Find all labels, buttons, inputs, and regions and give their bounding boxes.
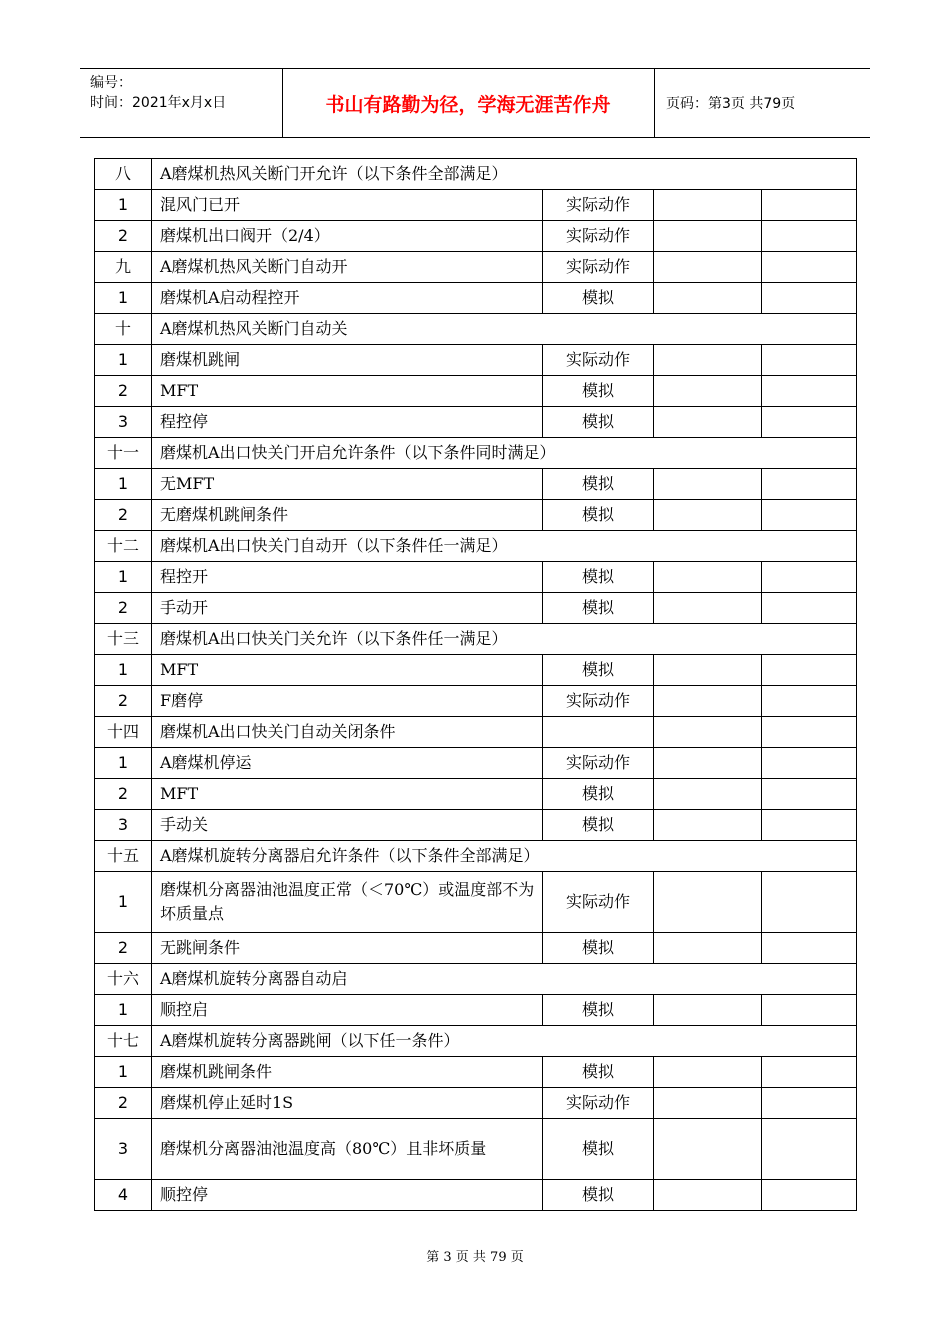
row-condition: A磨煤机旋转分离器自动启: [152, 964, 857, 995]
row-number: 十三: [95, 624, 152, 655]
row-number: 1: [95, 562, 152, 593]
table-row: [95, 748, 857, 779]
blank-cell: [654, 779, 762, 810]
section-row: [95, 314, 857, 345]
blank-cell: [762, 407, 857, 438]
section-row: [95, 841, 857, 872]
table-row: [95, 345, 857, 376]
blank-cell: [762, 469, 857, 500]
blank-cell: [654, 221, 762, 252]
row-number: 3: [95, 810, 152, 841]
row-number: 十四: [95, 717, 152, 748]
blank-cell: [762, 995, 857, 1026]
table-row: [95, 500, 857, 531]
table-row: [95, 779, 857, 810]
row-number: 2: [95, 933, 152, 964]
row-type: 模拟: [543, 1119, 654, 1180]
row-number: 2: [95, 593, 152, 624]
row-number: 2: [95, 1088, 152, 1119]
blank-cell: [654, 407, 762, 438]
blank-cell: [654, 1119, 762, 1180]
row-number: 1: [95, 283, 152, 314]
table-row: [95, 469, 857, 500]
blank-cell: [762, 1180, 857, 1211]
row-condition: F磨停: [152, 686, 543, 717]
blank-cell: [762, 779, 857, 810]
table-row: [95, 995, 857, 1026]
row-condition: 磨煤机跳闸条件: [152, 1057, 543, 1088]
row-number: 2: [95, 779, 152, 810]
blank-cell: [762, 221, 857, 252]
table-row: [95, 810, 857, 841]
row-condition: 顺控启: [152, 995, 543, 1026]
blank-cell: [654, 872, 762, 933]
row-condition: A磨煤机停运: [152, 748, 543, 779]
row-condition: 无磨煤机跳闸条件: [152, 500, 543, 531]
row-number: 十: [95, 314, 152, 345]
row-type: 模拟: [543, 407, 654, 438]
blank-cell: [762, 376, 857, 407]
blank-cell: [762, 655, 857, 686]
row-condition: 无跳闸条件: [152, 933, 543, 964]
row-number: 1: [95, 1057, 152, 1088]
row-condition: 磨煤机A出口快关门自动开（以下条件任一满足）: [152, 531, 857, 562]
blank-cell: [762, 717, 857, 748]
blank-cell: [654, 252, 762, 283]
table-row: [95, 407, 857, 438]
row-number: 2: [95, 500, 152, 531]
row-number: 2: [95, 686, 152, 717]
blank-cell: [654, 686, 762, 717]
table-row: [95, 562, 857, 593]
row-condition: 磨煤机分离器油池温度正常（＜70℃）或温度部不为坏质量点: [152, 872, 543, 933]
row-number: 3: [95, 1119, 152, 1180]
blank-cell: [654, 655, 762, 686]
blank-cell: [654, 995, 762, 1026]
row-condition: 顺控停: [152, 1180, 543, 1211]
table-row: [95, 221, 857, 252]
row-type: 模拟: [543, 283, 654, 314]
blank-cell: [762, 190, 857, 221]
table-row: [95, 717, 857, 748]
row-type: 模拟: [543, 779, 654, 810]
page-header: [80, 68, 870, 138]
row-type: 实际动作: [543, 1088, 654, 1119]
table-row: [95, 252, 857, 283]
table-row: [95, 283, 857, 314]
page-footer: 第 3 页 共 79 页: [426, 1250, 524, 1265]
row-condition: A磨煤机热风关断门自动开: [152, 252, 543, 283]
row-number: 十一: [95, 438, 152, 469]
row-condition: MFT: [152, 376, 543, 407]
row-type: 模拟: [543, 933, 654, 964]
header-motto: 书山有路勤为径，学海无涯苦作舟: [325, 93, 611, 116]
row-number: 九: [95, 252, 152, 283]
blank-cell: [762, 500, 857, 531]
row-number: 2: [95, 221, 152, 252]
row-condition: 磨煤机A出口快关门开启允许条件（以下条件同时满足）: [152, 438, 857, 469]
blank-cell: [654, 717, 762, 748]
table-row: [95, 1180, 857, 1211]
blank-cell: [654, 469, 762, 500]
blank-cell: [654, 190, 762, 221]
blank-cell: [762, 1119, 857, 1180]
row-number: 1: [95, 345, 152, 376]
time-label: 时间：2021年x月x日: [90, 95, 227, 111]
row-condition: A磨煤机旋转分离器启允许条件（以下条件全部满足）: [152, 841, 857, 872]
blank-cell: [762, 810, 857, 841]
row-number: 1: [95, 748, 152, 779]
blank-cell: [762, 593, 857, 624]
section-row: [95, 624, 857, 655]
header-page-info: 页码：第3页 共79页: [666, 96, 796, 112]
blank-cell: [654, 810, 762, 841]
row-condition: 磨煤机A出口快关门自动关闭条件: [152, 717, 543, 748]
row-type: [543, 717, 654, 748]
conditions-table: [94, 158, 857, 1211]
blank-cell: [762, 1057, 857, 1088]
row-number: 4: [95, 1180, 152, 1211]
blank-cell: [762, 872, 857, 933]
row-type: 实际动作: [543, 345, 654, 376]
blank-cell: [762, 1088, 857, 1119]
row-condition: 无MFT: [152, 469, 543, 500]
blank-cell: [654, 562, 762, 593]
row-condition: 混风门已开: [152, 190, 543, 221]
row-condition: 磨煤机跳闸: [152, 345, 543, 376]
row-condition: 磨煤机停止延时1S: [152, 1088, 543, 1119]
blank-cell: [762, 283, 857, 314]
row-condition: 磨煤机分离器油池温度高（80℃）且非坏质量: [152, 1119, 543, 1180]
blank-cell: [654, 933, 762, 964]
row-number: 十五: [95, 841, 152, 872]
blank-cell: [762, 252, 857, 283]
row-condition: A磨煤机热风关断门开允许（以下条件全部满足）: [152, 159, 857, 190]
section-row: [95, 159, 857, 190]
row-number: 1: [95, 872, 152, 933]
row-condition: MFT: [152, 655, 543, 686]
blank-cell: [654, 283, 762, 314]
row-type: 模拟: [543, 593, 654, 624]
row-condition: 程控开: [152, 562, 543, 593]
blank-cell: [654, 593, 762, 624]
section-row: [95, 964, 857, 995]
row-condition: MFT: [152, 779, 543, 810]
row-number: 八: [95, 159, 152, 190]
row-condition: 程控停: [152, 407, 543, 438]
blank-cell: [654, 500, 762, 531]
header-divider: [654, 69, 655, 137]
row-type: 实际动作: [543, 686, 654, 717]
blank-cell: [762, 748, 857, 779]
row-condition: A磨煤机热风关断门自动关: [152, 314, 857, 345]
blank-cell: [654, 1180, 762, 1211]
table-row: [95, 933, 857, 964]
row-number: 十七: [95, 1026, 152, 1057]
row-type: 模拟: [543, 469, 654, 500]
row-number: 1: [95, 655, 152, 686]
code-label: 编号：: [90, 75, 132, 91]
blank-cell: [654, 1088, 762, 1119]
row-condition: A磨煤机旋转分离器跳闸（以下任一条件）: [152, 1026, 857, 1057]
section-row: [95, 1026, 857, 1057]
blank-cell: [654, 1057, 762, 1088]
row-type: 实际动作: [543, 252, 654, 283]
row-type: 模拟: [543, 995, 654, 1026]
header-meta: [90, 73, 226, 113]
row-type: 实际动作: [543, 748, 654, 779]
row-number: 2: [95, 376, 152, 407]
row-condition: 磨煤机出口阀开（2/4）: [152, 221, 543, 252]
blank-cell: [762, 562, 857, 593]
row-type: 模拟: [543, 810, 654, 841]
row-number: 3: [95, 407, 152, 438]
blank-cell: [654, 748, 762, 779]
blank-cell: [762, 686, 857, 717]
table-row: [95, 1057, 857, 1088]
blank-cell: [762, 345, 857, 376]
row-number: 十六: [95, 964, 152, 995]
row-condition: 磨煤机A启动程控开: [152, 283, 543, 314]
table-row: [95, 686, 857, 717]
row-type: 模拟: [543, 376, 654, 407]
row-type: 模拟: [543, 500, 654, 531]
row-type: 实际动作: [543, 190, 654, 221]
section-row: [95, 438, 857, 469]
table-row: [95, 376, 857, 407]
table-row: [95, 593, 857, 624]
row-condition: 手动开: [152, 593, 543, 624]
table-row: [95, 190, 857, 221]
row-number: 十二: [95, 531, 152, 562]
row-condition: 磨煤机A出口快关门关允许（以下条件任一满足）: [152, 624, 857, 655]
table-row: [95, 1119, 857, 1180]
row-type: 模拟: [543, 1057, 654, 1088]
row-type: 实际动作: [543, 872, 654, 933]
table-row: [95, 872, 857, 933]
row-type: 模拟: [543, 655, 654, 686]
row-number: 1: [95, 469, 152, 500]
row-type: 实际动作: [543, 221, 654, 252]
table-row: [95, 655, 857, 686]
row-number: 1: [95, 995, 152, 1026]
blank-cell: [654, 376, 762, 407]
table-row: [95, 1088, 857, 1119]
row-type: 模拟: [543, 1180, 654, 1211]
blank-cell: [762, 933, 857, 964]
section-row: [95, 531, 857, 562]
blank-cell: [654, 345, 762, 376]
row-condition: 手动关: [152, 810, 543, 841]
row-number: 1: [95, 190, 152, 221]
row-type: 模拟: [543, 562, 654, 593]
